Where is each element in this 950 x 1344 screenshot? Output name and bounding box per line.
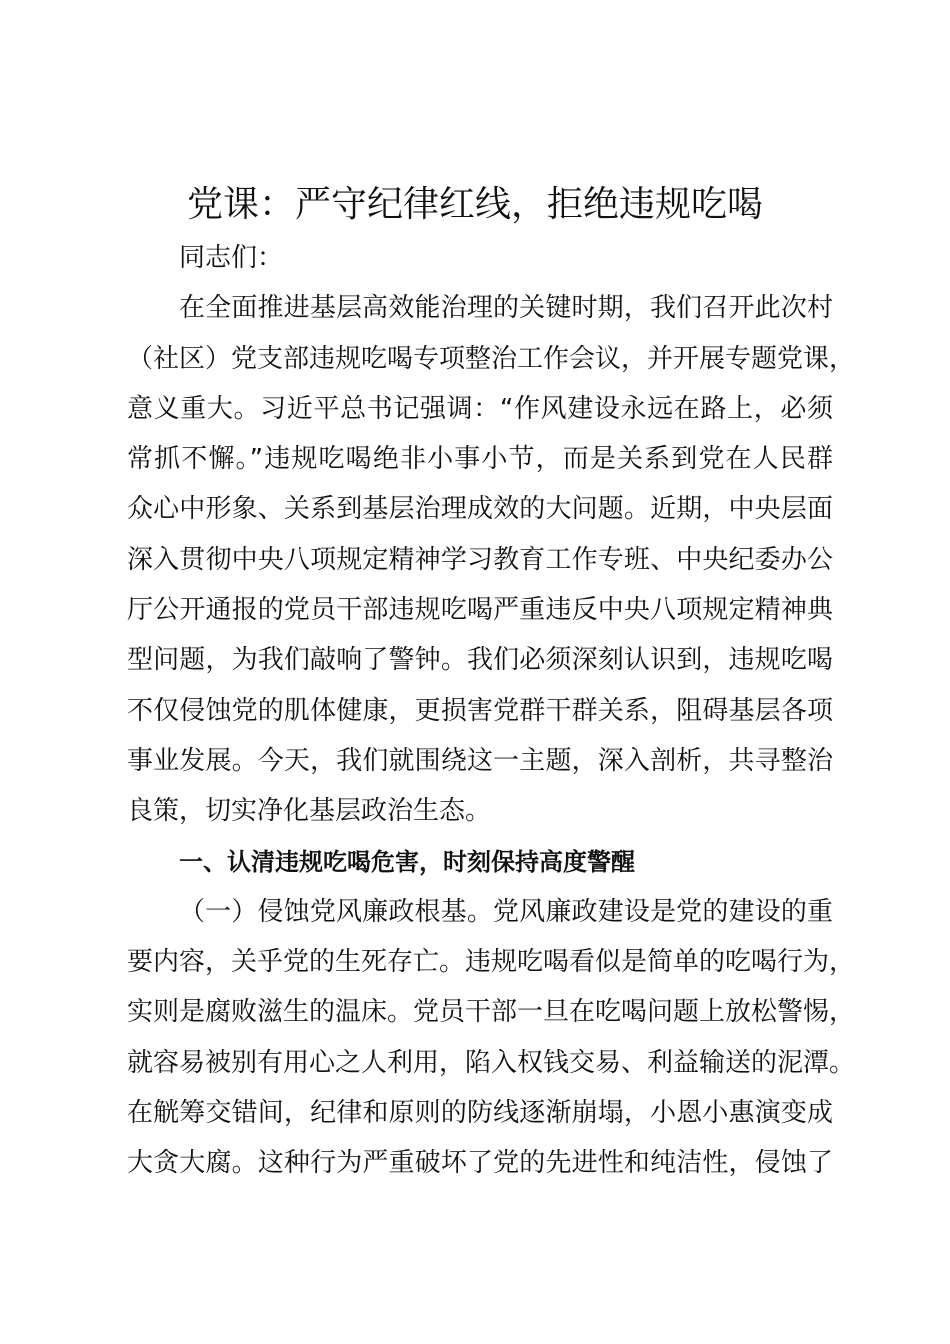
paragraph-line: 在全面推进基层高效能治理的关键时期，我们召开此次村 xyxy=(179,293,833,324)
document-body xyxy=(127,233,856,1189)
paragraph-line: 常抓不懈。”违规吃喝绝非小事小节，而是关系到党在人民群 xyxy=(127,444,833,475)
paragraph-line: （社区）党支部违规吃喝专项整治工作会议，并开展专题党课， xyxy=(127,343,856,374)
section-paragraph-line: 就容易被别有用心之人利用，陷入权钱交易、利益输送的泥潭。 xyxy=(127,1047,856,1078)
paragraph-line: 不仅侵蚀党的肌体健康，更损害党群干群关系，阻碍基层各项 xyxy=(127,695,833,726)
document-title: 党课：严守纪律红线，拒绝违规吃喝 xyxy=(186,184,763,225)
section-paragraph-line: 在觥筹交错间，纪律和原则的防线逐渐崩塌，小恩小惠演变成 xyxy=(127,1098,833,1129)
section-paragraph-line: 实则是腐败滋生的温床。党员干部一旦在吃喝问题上放松警惕， xyxy=(127,997,856,1028)
paragraph-line: 意义重大。习近平总书记强调：“作风建设永远在路上，必须 xyxy=(127,393,833,424)
paragraph-line: 众心中形象、关系到基层治理成效的大问题。近期，中央层面 xyxy=(127,494,833,525)
paragraph-line: 型问题，为我们敲响了警钟。我们必须深刻认识到，违规吃喝 xyxy=(127,645,833,676)
paragraph-line: 事业发展。今天，我们就围绕这一主题，深入剖析，共寻整治 xyxy=(127,745,833,776)
paragraph-line: 厅公开通报的党员干部违规吃喝严重违反中央八项规定精神典 xyxy=(127,595,833,626)
salutation: 同志们： xyxy=(179,243,284,273)
paragraph-line: 良策，切实净化基层政治生态。 xyxy=(127,796,492,827)
section-paragraph-line: 要内容，关乎党的生死存亡。违规吃喝看似是简单的吃喝行为， xyxy=(127,947,856,978)
section-paragraph-line: （一）侵蚀党风廉政根基。党风廉政建设是党的建设的重 xyxy=(179,896,833,927)
section-heading: 一、认清违规吃喝危害，时刻保持高度警醒 xyxy=(179,846,635,876)
paragraph-line: 深入贯彻中央八项规定精神学习教育工作专班、中央纪委办公 xyxy=(127,544,833,575)
section-paragraph-line: 大贪大腐。这种行为严重破坏了党的先进性和纯洁性，侵蚀了 xyxy=(127,1148,833,1179)
